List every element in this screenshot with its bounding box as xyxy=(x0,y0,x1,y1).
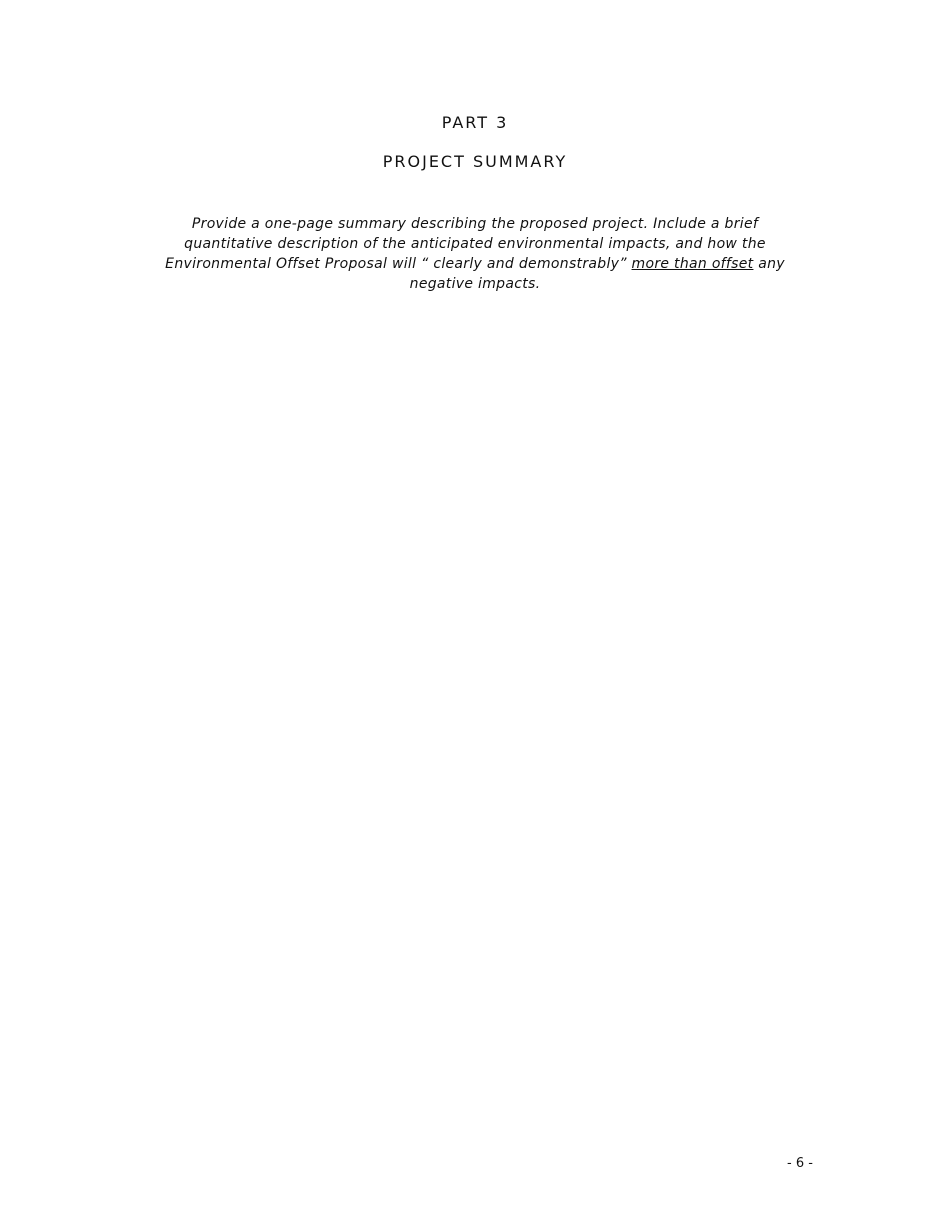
page-number: - 6 - xyxy=(787,1156,813,1171)
instructions-text-end: any negative impacts. xyxy=(409,256,785,292)
section-title: PROJECT SUMMARY xyxy=(382,152,568,171)
instructions-text: Provide a one-page summary describing the proposed project. Include a brief quantitative description of the anticipated environmental impacts, and how the Environmental Offset Proposal will “ clearly and demonstrably” xyxy=(165,216,766,272)
part-label: PART 3 xyxy=(441,113,509,132)
underlined-emphasis: more than offset xyxy=(631,256,754,272)
instructions-paragraph xyxy=(150,214,800,294)
